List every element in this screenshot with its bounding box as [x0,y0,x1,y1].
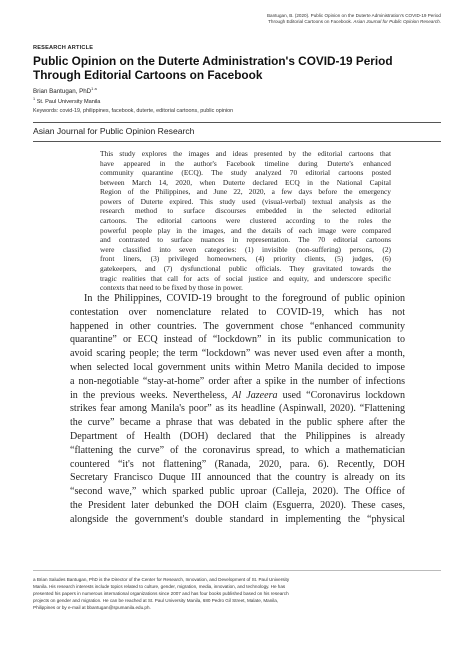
article-title [33,54,443,82]
author-name: Brian Bantugan, PhD [33,88,92,96]
body-line: quarantine” or ECQ instead of “lockdown” in its public communication to [70,334,405,346]
affiliation-text: St. Paul University Manila [36,98,101,105]
abstract-line: research method to surface discourses embedded in the selected editorial [100,206,391,216]
abstract-line: cartoons. The editorial cartoons were clustered according to the roles the [100,216,391,226]
body-line: “second wave,” which sparked public uproar (Calleja, 2020). The Office of [70,486,405,498]
body-line: when selected local government units within Metro Manila decided to impose [70,361,405,373]
article-type-label: RESEARCH ARTICLE [33,45,94,51]
body-line: In the Philippines, COVID-19 brought to the foreground of public opinion [84,293,405,304]
body-line: the President later debunked the DOH claim (Esguerra, 2020). These cases, [70,499,405,511]
footnote-line: presented his papers in numerous international organizations since 2007 and has four books published based on his research [33,591,289,597]
body-line: contestation over nomenclature related to COVID-19, which has not [70,306,405,318]
running-head-journal: Asian Journal for Public Opinion Research. [353,19,441,25]
footnote-line: a Brian Saludes Bantugan, PhD is the Director of the Center for Research, Innovation, and Development of St. Paul University [33,577,290,582]
body-text [70,292,405,527]
body-line: the curve” became a phrase that was debated in the public sphere after the [70,417,405,429]
body-line: countered “it's not flattening” (Ranada, 2020, para. 6). Recently, DOH [70,458,405,470]
header-rule-top [33,122,441,123]
body-line: Secretary Francisco Duque III announced that the country is already on its [70,472,405,484]
body-line [70,389,405,403]
running-head [141,13,441,26]
body-line: avoid scaring people; the term “lockdown” was never used even after a month, [70,348,405,360]
body-line: strikes fear among Manila's poor” as its headline (Aspinwall, 2020). “Flattening [70,403,405,415]
abstract-line: This study explores the images and ideas presented by the editorial cartoons that [100,149,391,158]
body-line: “flattening the curve” of the coronavirus spread, to which a mathematician [70,444,405,456]
abstract-line: powerful people play in the images, and the details of each image were compared [100,225,391,235]
affiliation [33,97,100,105]
abstract-line: have appeared in the author's Facebook timeline during Duterte's enhanced [100,158,391,168]
author-footnote [33,576,443,611]
running-head-line-1: Bantugan, B. (2020). Public Opinion on the Duterte Administration's COVID-19 Period [266,13,441,18]
abstract-line: gatekeepers, and (7) dysfunctional public officials. They gravitated towards the [100,263,391,273]
affiliation-mark: 1 [33,97,36,101]
footnote-line: projects on gender and migration. He can be reached at St. Paul University Manila, 680 Pedro Gil Street, Malate, Manila, [33,598,279,604]
abstract-line: contexts that need to be fixed by those in power. [100,283,243,293]
running-head-citation: Through Editorial Cartoons on Facebook. [268,19,354,25]
body-line-text: in the previous weeks. Nevertheless, [70,389,228,401]
abstract-line: powers of Duterte expired. This study used (visual-verbal) textual analysis as the [100,196,391,206]
body-line-text: used “Coronavirus lockdown [277,389,405,401]
article-title-line-2: Through Editorial Cartoons on Facebook [33,68,263,82]
footnote-line: Manila. His research interests include topics related to culture, gender, migration, media, innovation, and technology. He has [33,584,286,590]
footnote-line: Philippines or by e-mail at bbantugan@spumanila.edu.ph. [33,605,151,611]
body-line: Department of Health (DOH) declared that the Philippines is already [70,430,405,442]
abstract-line: were classified into seven categories: (1) invisible (non-suffering) persons, (2) [100,244,391,254]
keywords: Keywords: covid-19, philippines, facebook, duterte, editorial cartoons, public opinion [33,108,234,114]
abstract [100,149,391,293]
abstract-line: front liners, (3) privileged homeowners, (4) priority clients, (5) judges, (6) [100,254,391,264]
abstract-line: tragic realities that call for acts of social justice and equity, and underscore specific [100,273,391,283]
body-line: a non-negotiable “stay-at-home” order after a spike in the number of infections [70,375,405,387]
publication-name: Al Jazeera [232,389,278,401]
body-line: alongside the government's double standard in implementing the “physical [70,513,405,525]
footnote-rule [33,570,441,571]
abstract-line: between March 14, 2020, when Duterte declared ECQ in the National Capital [100,177,391,187]
article-title-line-1: Public Opinion on the Duterte Administration's COVID-19 Period [33,54,393,68]
body-line: happened in other countries. The government chose “enhanced community [70,320,405,332]
running-head-line-2 [141,19,441,25]
author-line [33,86,97,95]
abstract-line: and contrasted to surface nuances in representation. The 70 editorial cartoons [100,235,391,245]
abstract-line: Region of the Philippines, and June 22, 2020, a few days before the emergency [100,187,391,197]
author-marks: 1 a [91,86,97,91]
header-rule-bottom [33,141,441,142]
abstract-line: community quarantine (ECQ). The study analyzed 70 editorial cartoons posted [100,168,391,178]
journal-name: Asian Journal for Public Opinion Research [33,126,195,136]
